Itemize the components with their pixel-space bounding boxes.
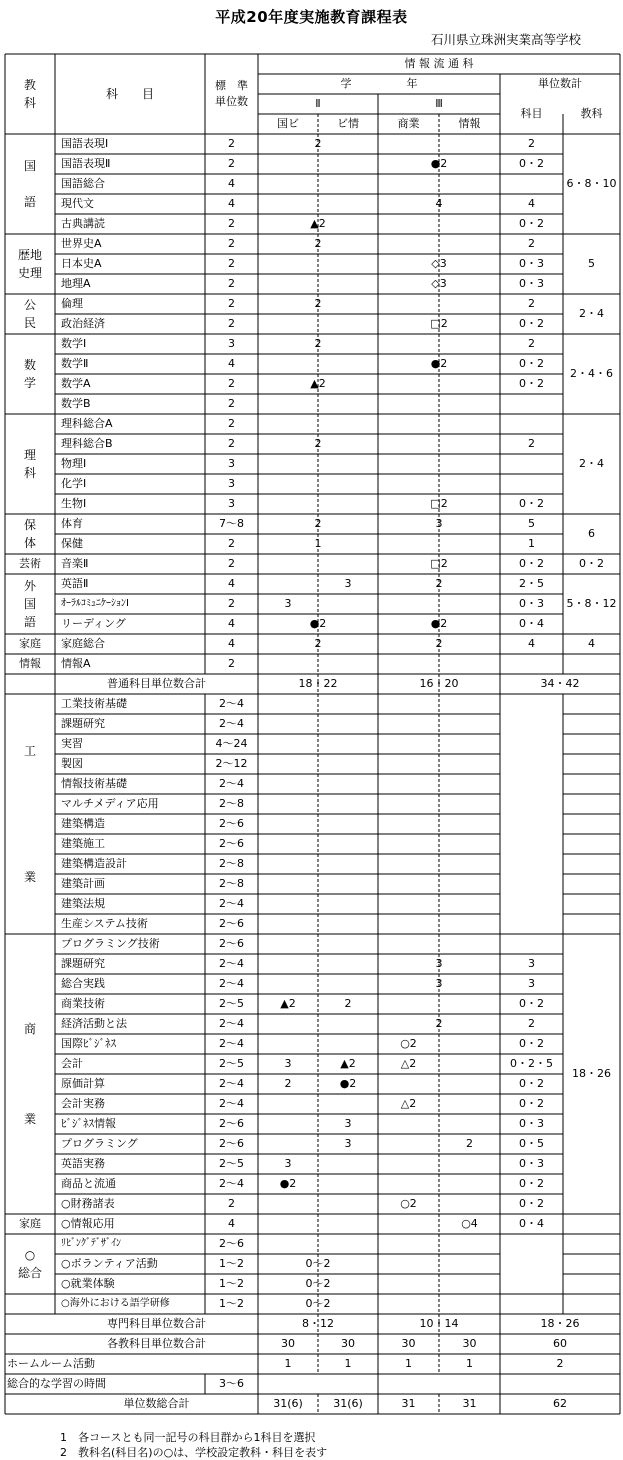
cell-grade-iii: 3 [435,517,443,530]
subject-name: 生産システム技術 [61,917,148,930]
standard-units: 2 [228,157,235,170]
cell-bijou: ●2 [339,1077,357,1090]
subject-name: マルチメディア応用 [61,797,159,810]
group-kyouka-total: 6・8・10 [566,176,617,190]
cell-grade-iii: 3 [435,957,443,970]
cell-grade-ii: 2 [314,437,322,450]
header-sub-kokubi: 国ビ [277,116,299,130]
header-hyoujun: 標 準 単位数 [215,78,248,108]
grand-total-sum: 62 [553,1397,567,1410]
grand-total-shougyou: 31 [401,1397,416,1410]
cell-kamoku-total: 0・2 [519,217,544,230]
grand-total-jouhou: 31 [462,1397,477,1410]
group-kyouka-total: 2・4・6 [570,366,613,380]
subject-name: 経済活動と法 [61,1017,127,1030]
standard-units: 7〜8 [219,517,244,530]
cell-kamoku-total: 0・2 [519,1097,544,1110]
futsuu-total-sum: 34・42 [540,677,580,690]
subject-name: 理科総合A [61,417,113,430]
cell-grade-iii: ●2 [430,157,448,170]
header-kamoku: 科 目 [105,87,154,101]
subject-name: 国語表現Ⅱ [61,157,111,170]
subject-name: 音楽Ⅱ [61,557,89,570]
cell-kamoku-total: 2 [528,297,535,310]
cell-shougyou: △2 [400,1057,417,1070]
cell-kamoku-total: 0・3 [519,597,544,610]
standard-units: 2〜4 [219,897,244,910]
cell-kamoku-total: 0・2 [519,1197,544,1210]
standard-units: 2〜4 [219,697,244,710]
subject-name: 現代文 [61,197,94,210]
subject-name: 体育 [61,517,83,530]
cell-kamoku-total: 2 [528,237,535,250]
cell-kamoku-total: 5 [528,517,535,530]
cell-shougyou: ○2 [400,1037,417,1050]
grand-total-bijou: 31(6) [333,1397,363,1410]
senmon-total-label: 専門科目単位数合計 [107,1317,206,1330]
futsuu-total-label: 普通科目単位数合計 [107,677,206,690]
cell-kamoku-total: 0・4 [519,1217,544,1230]
cell-grade-iii: 2 [435,577,443,590]
cell-kamoku-total: 0・3 [519,277,544,290]
subject-name: 建築計画 [61,877,105,890]
subject-name: 世界史A [61,237,102,250]
school-name: 石川県立珠洲実業高等学校 [430,32,581,47]
subject-name: 課題研究 [61,717,105,730]
subject-name: ｵｰﾗﾙｺﾐｭﾆｹｰｼｮﾝⅠ [61,598,129,609]
subject-name: 国語総合 [61,177,105,190]
standard-units: 3 [228,497,235,510]
standard-units: 2 [228,597,235,610]
standard-units: 2〜6 [219,1237,244,1250]
subject-name: 建築構造設計 [61,857,127,870]
cell-grade-ii: 2 [314,237,322,250]
group-label: 歴地 史理 [17,248,42,280]
subject-name: 化学Ⅰ [61,477,87,490]
subject-name: 建築構造 [61,817,105,830]
standard-units: 4 [228,177,235,190]
group-kyouka-total: 0・2 [579,556,604,570]
standard-units: 1〜2 [219,1277,244,1290]
standard-units: 2 [228,277,235,290]
subject-name: プログラミング [61,1137,138,1150]
subject-name: ○就業体験 [61,1277,115,1290]
standard-units: 3 [228,477,235,490]
cell-grade-ii: 2 [314,517,322,530]
group-kyouka-total: 5 [588,256,595,270]
header-kyouka-col: 教科 [580,106,603,120]
subject-name: 物理Ⅰ [61,457,87,470]
standard-units: 2〜4 [219,777,244,790]
futsuu-total-ii: 18・22 [298,677,338,690]
subject-name: 理科総合B [61,437,113,450]
homeroom-shougyou: 1 [405,1357,412,1370]
cell-kamoku-total: 0・3 [519,1117,544,1130]
subject-name: 建築法規 [61,897,105,910]
subject-name: 情報A [61,657,91,670]
group-kyouka-total: 4 [588,636,595,650]
sougou-std: 3〜6 [219,1377,244,1390]
header-kyouka: 教 科 [23,78,36,110]
grand-total-kokubi: 31(6) [273,1397,303,1410]
cell-kokubi: ●2 [279,1177,297,1190]
cell-kamoku-total: 0・4 [519,617,544,630]
group-label: 情報 [19,656,41,670]
cell-grade-iii: ◇3 [431,257,447,270]
subject-name: 古典講読 [61,217,105,230]
header-kamoku-col: 科目 [520,106,543,120]
standard-units: 2 [228,297,235,310]
kakyouka-total-label: 各教科目単位数合計 [107,1337,206,1350]
cell-kokubi: 2 [284,1077,292,1090]
header-sub-jouhou: 情報 [458,116,481,130]
standard-units: 4 [228,577,235,590]
standard-units: 1〜2 [219,1297,244,1310]
senmon-total-ii: 8・12 [302,1317,334,1330]
standard-units: 2〜4 [219,1097,244,1110]
cell-kamoku-total: 1 [528,537,535,550]
cell-grade-iii: □2 [430,497,448,510]
standard-units: 4 [228,357,235,370]
standard-units: 1〜2 [219,1257,244,1270]
cell-kamoku-total: 2 [528,437,535,450]
subject-name: 製図 [61,757,83,770]
subject-name: 国際ﾋﾞｼﾞﾈｽ [61,1037,116,1050]
cell-grade-iii: ●2 [430,357,448,370]
cell-kamoku-total: 0・2・5 [510,1057,553,1070]
cell-kamoku-total: 0・3 [519,257,544,270]
subject-name: リーディング [61,617,126,630]
standard-units: 2 [228,257,235,270]
cell-shougyou: △2 [400,1097,417,1110]
subject-name: 地理A [61,277,91,290]
cell-kamoku-total: 0・2 [519,497,544,510]
cell-kamoku-total: 4 [528,197,535,210]
standard-units: 2〜4 [219,1177,244,1190]
cell-kamoku-total: 0・3 [519,1157,544,1170]
cell-grade-iii: □2 [430,557,448,570]
group-label: 家庭 [19,1216,41,1230]
subject-name: 数学A [61,377,91,390]
kakyouka-total-jouhou: 30 [462,1337,477,1350]
standard-units: 2〜5 [219,1157,244,1170]
subject-name: ○ボランティア活動 [61,1257,158,1270]
cell-grade-ii: 0〜2 [305,1257,331,1270]
cell-kamoku-total: 0・2 [519,557,544,570]
group-kyouka-total: 2・4 [579,456,604,470]
cell-grade-ii: 2 [314,297,322,310]
homeroom-sum: 2 [556,1357,564,1370]
group-label: 理 科 [23,448,36,480]
subject-name: 保健 [61,537,83,550]
subject-name: 数学Ⅰ [61,337,87,350]
footnote-2: 2 教科名(科目名)の○は、学校設定教科・科目を表す [60,1446,328,1459]
standard-units: 2〜4 [219,1037,244,1050]
group-label: 数 学 [23,358,36,390]
standard-units: 2〜4 [219,977,244,990]
cell-kamoku-total: 3 [528,977,535,990]
subject-name: 課題研究 [61,957,105,970]
group-label: 工 業 [23,744,36,884]
cell-jouhou: 2 [466,1137,473,1150]
standard-units: 2 [228,557,235,570]
standard-units: 2〜4 [219,1077,244,1090]
subject-name: 数学B [61,397,91,410]
cell-grade-ii: 2 [314,637,322,650]
cell-kokubi: 3 [284,597,292,610]
group-label: ○ 総合 [17,1248,42,1280]
subject-name: 国語表現Ⅰ [61,137,109,150]
cell-kamoku-total: 0・2 [519,377,544,390]
subject-name: 商品と流通 [61,1177,116,1190]
standard-units: 4〜24 [215,737,248,750]
group-kyouka-total: 5・8・12 [566,596,617,610]
subject-name: 倫理 [61,297,83,310]
homeroom-jouhou: 1 [466,1357,473,1370]
standard-units: 2 [228,237,235,250]
footnote-1: 1 各コースとも同一記号の科目群から1科目を選択 [60,1431,316,1444]
subject-name: 英語実務 [61,1157,105,1170]
page-title: 平成20年度実施教育課程表 [215,8,408,26]
cell-grade-ii: 2 [314,337,322,350]
cell-grade-iii: 2 [435,1017,443,1030]
standard-units: 2 [228,537,235,550]
cell-kamoku-total: 0・2 [519,1077,544,1090]
group-kyouka-total: 6 [588,526,595,540]
cell-grade-ii: 2 [314,137,322,150]
standard-units: 2〜4 [219,1017,244,1030]
subject-name: 工業技術基礎 [61,697,127,710]
subject-name: 商業技術 [61,997,105,1010]
standard-units: 2〜6 [219,817,244,830]
subject-name: 会計実務 [61,1097,105,1110]
header-tanisu: 単位数計 [538,76,582,90]
cell-kamoku-total: 0・2 [519,1037,544,1050]
kakyouka-total-shougyou: 30 [401,1337,416,1350]
cell-grade-iii: ●2 [430,617,448,630]
subject-name: 日本史A [61,257,102,270]
group-kyouka-total: 18・26 [572,1066,611,1080]
subject-name: 建築施工 [61,837,105,850]
cell-kamoku-total: 2 [528,337,535,350]
standard-units: 2 [228,397,235,410]
cell-grade-ii: ▲2 [310,377,326,390]
senmon-total-sum: 18・26 [540,1317,580,1330]
standard-units: 2〜6 [219,1137,244,1150]
standard-units: 2〜6 [219,917,244,930]
cell-grade-ii: 0〜2 [305,1277,331,1290]
subject-name: 数学Ⅱ [61,357,89,370]
subject-name: ﾋﾞｼﾞﾈｽ情報 [61,1117,116,1130]
header-course: 情 報 流 通 科 [404,56,474,70]
standard-units: 3 [228,337,235,350]
cell-grade-ii: 0〜2 [305,1297,331,1310]
cell-bijou: 2 [344,997,352,1010]
group-label: 国 語 [23,159,36,209]
cell-bijou: ▲2 [340,1057,356,1070]
futsuu-total-iii: 16・20 [419,677,459,690]
subject-name: 政治経済 [61,317,105,330]
cell-kokubi: ▲2 [280,997,296,1010]
cell-bijou: 3 [344,577,352,590]
subject-name: 生物Ⅰ [61,497,87,510]
homeroom-label: ホームルーム活動 [7,1357,95,1370]
subject-name: 原価計算 [61,1077,105,1090]
cell-kokubi: 3 [284,1057,292,1070]
kakyouka-total-sum: 60 [553,1337,567,1350]
subject-name: 家庭総合 [61,637,105,650]
senmon-total-iii: 10・14 [419,1317,459,1330]
cell-grade-iii: 3 [435,977,443,990]
group-label: 家庭 [19,636,41,650]
standard-units: 2 [228,217,235,230]
footnotes [60,1430,327,1460]
cell-grade-ii: ●2 [309,617,327,630]
subject-name: ﾘﾋﾞﾝｸﾞﾃﾞｻﾞｲﾝ [61,1238,121,1249]
cell-kamoku-total: 2 [528,137,535,150]
cell-kokubi: 3 [284,1157,292,1170]
group-kyouka-total: 2・4 [579,306,604,320]
standard-units: 2 [228,1197,235,1210]
standard-units: 2 [228,417,235,430]
standard-units: 2〜6 [219,837,244,850]
subject-name: ○情報応用 [61,1217,115,1230]
subject-name: 実習 [61,737,83,750]
subject-name: ○財務諸表 [61,1197,115,1210]
cell-kamoku-total: 2・5 [519,577,544,590]
subject-name: 会計 [61,1057,83,1070]
standard-units: 4 [228,1217,235,1230]
standard-units: 2 [228,137,235,150]
header-sub-bijou: ビ情 [337,116,359,130]
subject-name: 情報技術基礎 [61,777,127,790]
standard-units: 4 [228,197,235,210]
cell-kamoku-total: 0・2 [519,1177,544,1190]
header-sub-shougyou: 商業 [397,116,420,130]
cell-kamoku-total: 2 [528,1017,535,1030]
cell-grade-ii: 1 [314,537,322,550]
header-grade-iii: Ⅲ [435,96,443,110]
cell-grade-iii: ◇3 [431,277,447,290]
cell-bijou: 3 [344,1137,352,1150]
header-grade-ii: Ⅱ [315,96,321,110]
standard-units: 2〜4 [219,957,244,970]
grand-total-label: 単位数総合計 [123,1397,190,1410]
cell-kamoku-total: 0・2 [519,317,544,330]
standard-units: 2〜8 [219,877,244,890]
cell-jouhou: ○4 [461,1217,478,1230]
cell-shougyou: ○2 [400,1197,417,1210]
cell-bijou: 3 [344,1117,352,1130]
standard-units: 2〜12 [215,757,248,770]
group-label: 公 民 [23,298,36,330]
standard-units: 2〜5 [219,1057,244,1070]
header-gakunen: 学 年 [340,76,418,90]
homeroom-kokubi: 1 [284,1357,292,1370]
cell-grade-iii: 2 [435,637,443,650]
cell-grade-iii: 4 [435,197,443,210]
standard-units: 2 [228,377,235,390]
subject-name: ○海外における語学研修 [61,1298,170,1309]
sougou-label: 総合的な学習の時間 [7,1377,106,1390]
standard-units: 2〜6 [219,937,244,950]
cell-kamoku-total: 0・2 [519,997,544,1010]
standard-units: 3 [228,457,235,470]
standard-units: 2〜5 [219,997,244,1010]
standard-units: 2〜8 [219,797,244,810]
standard-units: 4 [228,637,235,650]
group-label: 商 業 [23,1022,36,1126]
group-label: 保 体 [23,518,36,550]
cell-kamoku-total: 0・2 [519,357,544,370]
subject-name: 英語Ⅱ [61,577,89,590]
standard-units: 2 [228,657,235,670]
standard-units: 2〜4 [219,717,244,730]
cell-kamoku-total: 0・2 [519,157,544,170]
standard-units: 2 [228,437,235,450]
subject-name: プログラミング技術 [61,937,160,950]
standard-units: 4 [228,617,235,630]
cell-grade-iii: □2 [430,317,448,330]
cell-kamoku-total: 0・5 [519,1137,544,1150]
subject-name: 総合実践 [61,977,105,990]
group-label: 外 国 語 [23,579,36,629]
kakyouka-total-kokubi: 30 [281,1337,295,1350]
cell-kamoku-total: 3 [528,957,535,970]
standard-units: 2 [228,317,235,330]
cell-kamoku-total: 4 [528,637,535,650]
standard-units: 2〜8 [219,857,244,870]
kakyouka-total-bijou: 30 [341,1337,355,1350]
cell-grade-ii: ▲2 [310,217,326,230]
group-label: 芸術 [19,556,41,570]
homeroom-bijou: 1 [344,1357,352,1370]
standard-units: 2〜6 [219,1117,244,1130]
